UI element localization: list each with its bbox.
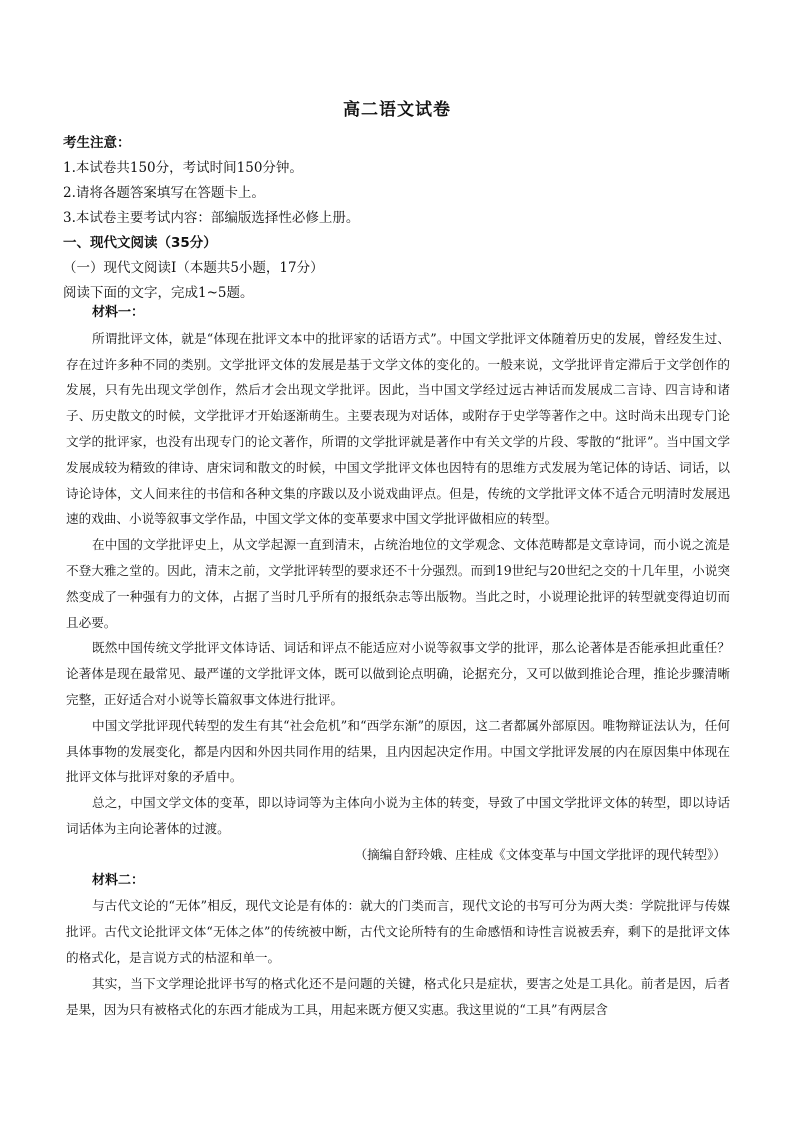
- material-one-paragraph: 总之，中国文学文体的变革，即以诗词等为主体向小说为主体的转变，导致了中国文学批评文体的转型，即以诗话词话体为主向论著体的过渡。: [66, 795, 730, 836]
- page-title: 高二语文试卷: [343, 100, 451, 120]
- material-one-paragraph: 既然中国传统文学批评文体诗话、词话和评点不能适应对小说等叙事文学的批评，那么论著体是否能承担此重任？论著体是现在最常见、最严谨的文学批评文体，既可以做到论点明确，论据充分，又可以做到推论合理，推论步骤清晰完整，正好适合对小说等长篇叙事文体进行批评。: [66, 640, 730, 707]
- reading-instruction: 阅读下面的文字，完成1~5题。: [63, 285, 254, 301]
- notice-item: 3.本试卷主要考试内容：部编版选择性必修上册。: [63, 210, 360, 226]
- material-two-label: 材料二：: [92, 872, 145, 888]
- section-subheading: （一）现代文阅读Ⅰ（本题共5小题，17分）: [63, 260, 324, 276]
- material-two-paragraph: 其实，当下文学理论批评书写的格式化还不是问题的关键，格式化只是症状，要害之处是工具化。前者是因，后者是果，因为只有被格式化的东西才能成为工具，用起来既方便又实惠。我这里说的“工具”有两层含: [66, 975, 730, 1017]
- exam-header: [63, 131, 743, 306]
- notice-item: 1.本试卷共150分，考试时间150分钟。: [63, 160, 303, 176]
- material-one-source: （摘编自舒玲娥、庄桂成《文体变革与中国文学批评的现代转型》）: [354, 846, 726, 862]
- material-two-paragraph: 与古代文论的“无体”相反，现代文论是有体的：就大的门类而言，现代文论的书写可分为两大类：学院批评与传媒批评。古代文论批评文体“无体之体”的传统被中断，古代文论所特有的生命感悟和诗性言说被丢弃，剩下的是批评文体的格式化，是言说方式的枯涩和单一。: [66, 898, 730, 965]
- material-one-paragraph: 所谓批评文体，就是“体现在批评文本中的批评家的话语方式”。中国文学批评文体随着历史的发展，曾经发生过、存在过许多种不同的类别。文学批评文体的发展是基于文学文体的变化的。一般来说，文学批评肯定滞后于文学创作的发展，只有先出现文学创作，然后才会出现文学批评。因此，当中国文学经过远古神话而发展成二言诗、四言诗和诸子、历史散文的时候，文学批评才开始逐渐萌生。主要表现为对话体，或附存于史学等著作之中。这时尚未出现专门论文学的批评家，也没有出现专门的论文著作，所谓的文学批评就是著作中有关文学的片段、零散的“批评”。当中国文学发展成较为精致的律诗、唐宋词和散文的时候，中国文学批评文体也因特有的思维方式发展为笔记体的诗话、词话，以诗论诗体，文人间来往的书信和各种文集的序跋以及小说戏曲评点。但是，传统的文学批评文体不适合元明清时发展迅速的戏曲、小说等叙事文学作品，中国文学文体的变革要求中国文学批评做相应的转型。: [66, 330, 730, 527]
- material-one-paragraph: 中国文学批评现代转型的发生有其“社会危机”和“西学东渐”的原因，这二者都属外部原因。唯物辩证法认为，任何具体事物的发展变化，都是内因和外因共同作用的结果，且内因起决定作用。中国文学批评发展的内在原因集中体现在批评文体与批评对象的矛盾中。: [66, 717, 730, 785]
- reading-materials: [66, 300, 730, 1022]
- notice-heading: 考生注意：: [63, 135, 131, 151]
- notice-item: 2.请将各题答案填写在答题卡上。: [63, 185, 265, 201]
- material-one-paragraph: 在中国的文学批评史上，从文学起源一直到清末，占统治地位的文学观念、文体范畴都是文章诗词，而小说之流是不登大雅之堂的。因此，清末之前，文学批评转型的要求还不十分强烈。而到19世纪与20世纪之交的十几年里，小说突然变成了一种强有力的文体，占据了当时几乎所有的报纸杂志等出版物。当此之时，小说理论批评的转型就变得迫切而且必要。: [66, 537, 730, 630]
- section-heading: 一、现代文阅读（35分）: [63, 235, 217, 251]
- material-one-label: 材料一：: [92, 305, 145, 320]
